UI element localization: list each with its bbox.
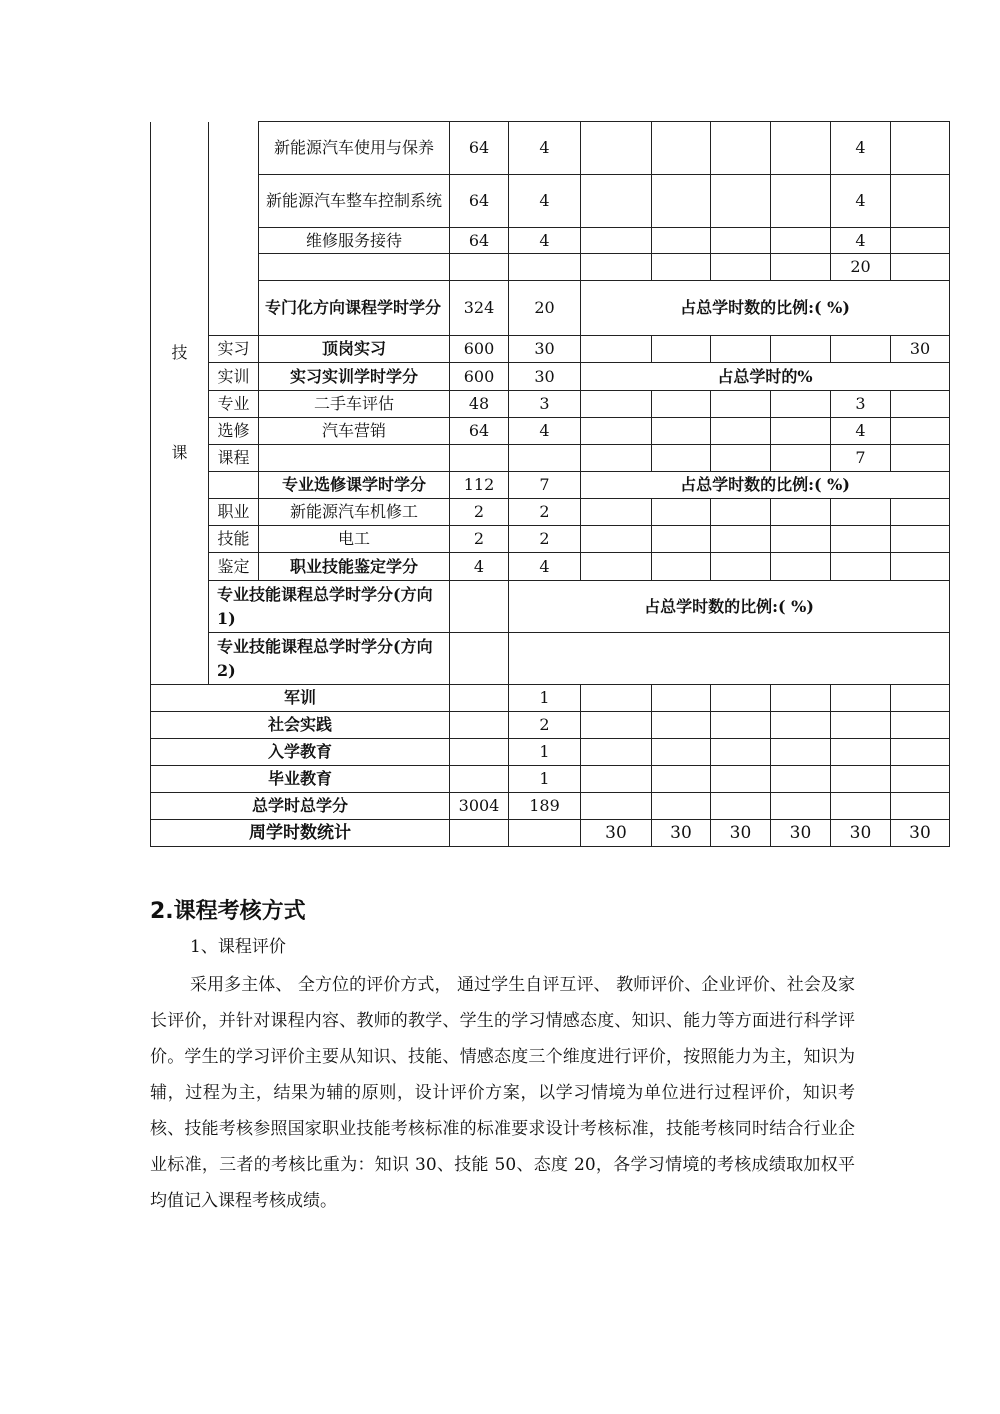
semester-6-hours: 30: [891, 336, 950, 363]
subcategory-label: 职业: [209, 499, 259, 526]
semester-5-hours: 7: [831, 445, 891, 472]
weekly-hours-s1: 30: [581, 820, 652, 847]
item-label: 毕业教育: [151, 766, 450, 793]
semester-5-hours: 4: [831, 228, 891, 254]
table-row: [151, 175, 950, 228]
table-row: [151, 712, 950, 739]
table-row: [151, 336, 950, 363]
table-row: [151, 228, 950, 254]
item-credits: 1: [509, 685, 581, 712]
subcategory-label: 实训: [209, 363, 259, 391]
semester-5-hours: 4: [831, 418, 891, 445]
subtotal-hours: 4: [450, 553, 509, 581]
subcategory-label: 技能: [209, 526, 259, 553]
subcategory-label: 专业: [209, 391, 259, 418]
weekly-hours-s5: 30: [831, 820, 891, 847]
subtotal-hours: 600: [450, 363, 509, 391]
total-label: 专业技能课程总学时学分(方向1): [209, 581, 450, 633]
item-label: 社会实践: [151, 712, 450, 739]
course-hours: 2: [450, 499, 509, 526]
item-label: 入学教育: [151, 739, 450, 766]
ratio-note: 占总学时数的比例:( %): [581, 281, 950, 336]
table-row: [151, 820, 950, 847]
grand-total-label: 总学时总学分: [151, 793, 450, 820]
table-row: [151, 766, 950, 793]
table-row: [151, 526, 950, 553]
body-paragraph: 采用多主体、 全方位的评价方式， 通过学生自评互评、 教师评价、企业评价、社会及家长评价，并针对课程内容、教师的教学、学生的学习情感态度、知识、能力等方面进行科学评价。学生的学习评价主要从知识、技能、情感态度三个维度进行评价，按照能力为主，知识为辅，过程为主，结果为辅的原则，设计评价方案，以学习情境为单位进行过程评价，知识考核、技能考核参照国家职业技能考核标准的标准要求设计考核标准，技能考核同时结合行业企业标准，三者的考核比重为：知识 30、技能 50、态度 20，各学习情境的考核成绩取加权平均值记入课程考核成绩。: [150, 975, 855, 1211]
item-label: 军训: [151, 685, 450, 712]
subtotal-label: 专门化方向课程学时学分: [259, 281, 450, 336]
table-row: [151, 254, 950, 281]
subtotal-hours: 112: [450, 472, 509, 499]
subtotal-credits: 20: [509, 281, 581, 336]
semester-5-hours: 4: [831, 122, 891, 175]
weekly-hours-s3: 30: [711, 820, 771, 847]
grand-total-credits: 189: [509, 793, 581, 820]
subtotal-credits: 30: [509, 363, 581, 391]
course-credits: 4: [509, 122, 581, 175]
subcategory-label: 鉴定: [209, 553, 259, 581]
course-name: 电工: [259, 526, 450, 553]
course-hours: 64: [450, 418, 509, 445]
course-hours: 48: [450, 391, 509, 418]
course-name: 汽车营销: [259, 418, 450, 445]
weekly-hours-s4: 30: [771, 820, 831, 847]
table-row: [151, 281, 950, 336]
course-hours: 64: [450, 175, 509, 228]
course-credits: 3: [509, 391, 581, 418]
semester-5-hours: 20: [831, 254, 891, 281]
item-credits: 2: [509, 712, 581, 739]
course-hours: 64: [450, 228, 509, 254]
table-row: [151, 793, 950, 820]
subtotal-credits: 7: [509, 472, 581, 499]
item-credits: 1: [509, 766, 581, 793]
grand-total-hours: 3004: [450, 793, 509, 820]
table-row: [151, 633, 950, 685]
table-row: [151, 499, 950, 526]
subcategory-cell: [209, 122, 259, 336]
weekly-hours-label: 周学时数统计: [151, 820, 450, 847]
course-credits: 4: [509, 228, 581, 254]
table-row: [151, 472, 950, 499]
table-row: [151, 739, 950, 766]
course-name: 新能源汽车使用与保养: [259, 122, 450, 175]
course-plan-table: [150, 121, 950, 847]
subtotal-label: 实习实训学时学分: [259, 363, 450, 391]
course-credits: 4: [509, 175, 581, 228]
table-row: [151, 122, 950, 175]
course-credits: 30: [509, 336, 581, 363]
course-credits: 2: [509, 499, 581, 526]
semester-5-hours: 4: [831, 175, 891, 228]
table-row: [151, 391, 950, 418]
subtotal-label: 专业选修课学时学分: [259, 472, 450, 499]
course-name: 新能源汽车整车控制系统: [259, 175, 450, 228]
ratio-note: 占总学时数的比例:( %): [581, 472, 950, 499]
course-name: 维修服务接待: [259, 228, 450, 254]
total-label: 专业技能课程总学时学分(方向2): [209, 633, 450, 685]
category-cell: 技 课: [151, 122, 209, 685]
section-heading: 2.课程考核方式: [150, 899, 306, 924]
table-row: [151, 418, 950, 445]
course-hours: 2: [450, 526, 509, 553]
table-row: [151, 581, 950, 633]
table-row: [151, 685, 950, 712]
semester-5-hours: 3: [831, 391, 891, 418]
course-credits: 2: [509, 526, 581, 553]
item-credits: 1: [509, 739, 581, 766]
course-name: 顶岗实习: [259, 336, 450, 363]
course-name: 二手车评估: [259, 391, 450, 418]
course-name: 新能源汽车机修工: [259, 499, 450, 526]
ratio-note: 占总学时的%: [581, 363, 950, 391]
subtotal-credits: 4: [509, 553, 581, 581]
subcategory-label: 课程: [209, 445, 259, 472]
subtotal-label: 职业技能鉴定学分: [259, 553, 450, 581]
subsection-heading: 1、课程评价: [190, 937, 286, 957]
weekly-hours-s6: 30: [891, 820, 950, 847]
course-hours: 600: [450, 336, 509, 363]
table-row: [151, 363, 950, 391]
subcategory-label: 选修: [209, 418, 259, 445]
course-hours: 64: [450, 122, 509, 175]
course-credits: 4: [509, 418, 581, 445]
subtotal-hours: 324: [450, 281, 509, 336]
weekly-hours-s2: 30: [652, 820, 711, 847]
table-row: [151, 445, 950, 472]
ratio-note: 占总学时数的比例:( %): [509, 581, 950, 633]
subcategory-label: 实习: [209, 336, 259, 363]
table-row: [151, 553, 950, 581]
